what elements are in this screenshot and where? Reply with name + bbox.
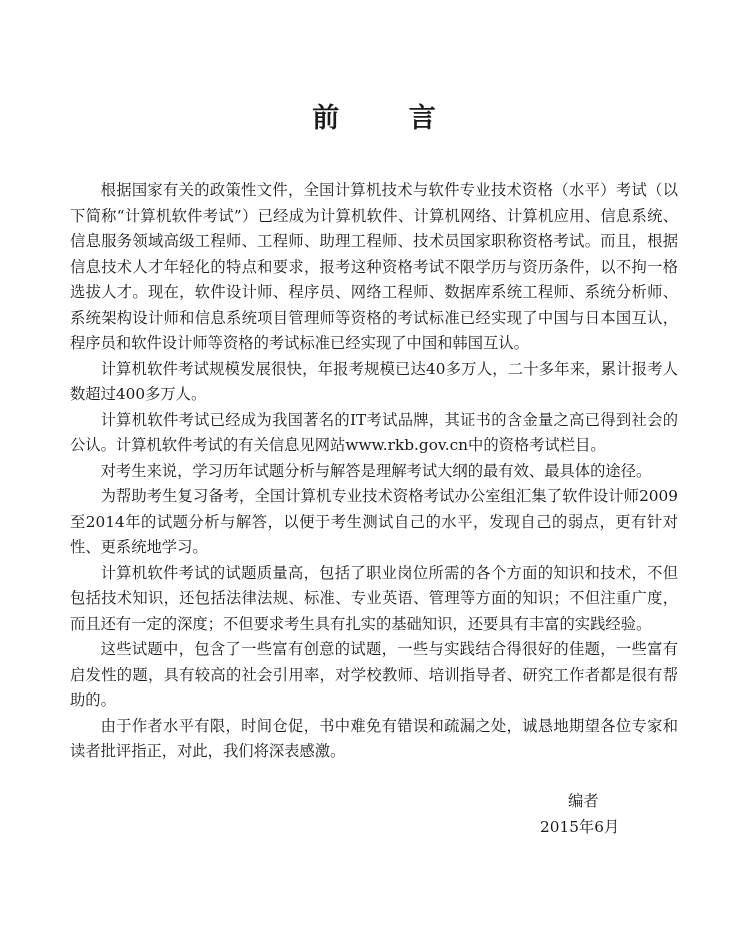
preface-body	[70, 178, 678, 765]
page-title: 前 言	[312, 103, 466, 134]
paragraph-3: 计算机软件考试已经成为我国著名的IT考试品牌，其证书的含金量之高已得到社会的公认。计算机软件考试的有关信息见网站www.rkb.gov.cn中的资格考试栏目。	[70, 410, 678, 454]
signature-block	[540, 788, 660, 840]
paragraph-1: 根据国家有关的政策性文件，全国计算机技术与软件专业技术资格（水平）考试（以下简称“计算机软件考试”）已经成为计算机软件、计算机网络、计算机应用、信息系统、信息服务领域高级工程师、工程师、助理工程师、技术员国家职称资格考试。而且，根据信息技术人才年轻化的特点和要求，报考这种资格考试不限学历与资历条件，以不拘一格选拔人才。现在，软件设计师、程序员、网络工程师、数据库系统工程师、系统分析师、系统架构设计师和信息系统项目管理师等资格的考试标准已经实现了中国与日本国互认，程序员和软件设计师等资格的考试标准已经实现了中国和韩国互认。	[70, 181, 678, 352]
signature-date: 2015年6月	[540, 818, 620, 836]
paragraph-8: 由于作者水平有限，时间仓促，书中难免有错误和疏漏之处，诚恳地期望各位专家和读者批评指正，对此，我们将深表感激。	[70, 716, 678, 760]
paragraph-4: 对考生来说，学习历年试题分析与解答是理解考试大纲的最有效、最具体的途径。	[100, 461, 652, 480]
paragraph-2: 计算机软件考试规模发展很快，年报考规模已达40多万人，二十多年来，累计报考人数超过400多万人。	[70, 359, 678, 403]
paragraph-7: 这些试题中，包含了一些富有创意的试题，一些与实践结合得很好的佳题，一些富有启发性的题，具有较高的社会引用率，对学校教师、培训指导者、研究工作者都是很有帮助的。	[70, 640, 678, 709]
signature-author: 编者	[568, 792, 599, 810]
paragraph-6: 计算机软件考试的试题质量高，包括了职业岗位所需的各个方面的知识和技术，不但包括技术知识，还包括法律法规、标准、专业英语、管理等方面的知识；不但注重广度，而且还有一定的深度；不但要求考生具有扎实的基础知识，还要具有丰富的实践经验。	[70, 563, 678, 633]
paragraph-5: 为帮助考生复习备考，全国计算机专业技术资格考试办公室组汇集了软件设计师2009至2014年的试题分析与解答，以便于考生测试自己的水平，发现自己的弱点，更有针对性、更系统地学习。	[70, 487, 678, 556]
